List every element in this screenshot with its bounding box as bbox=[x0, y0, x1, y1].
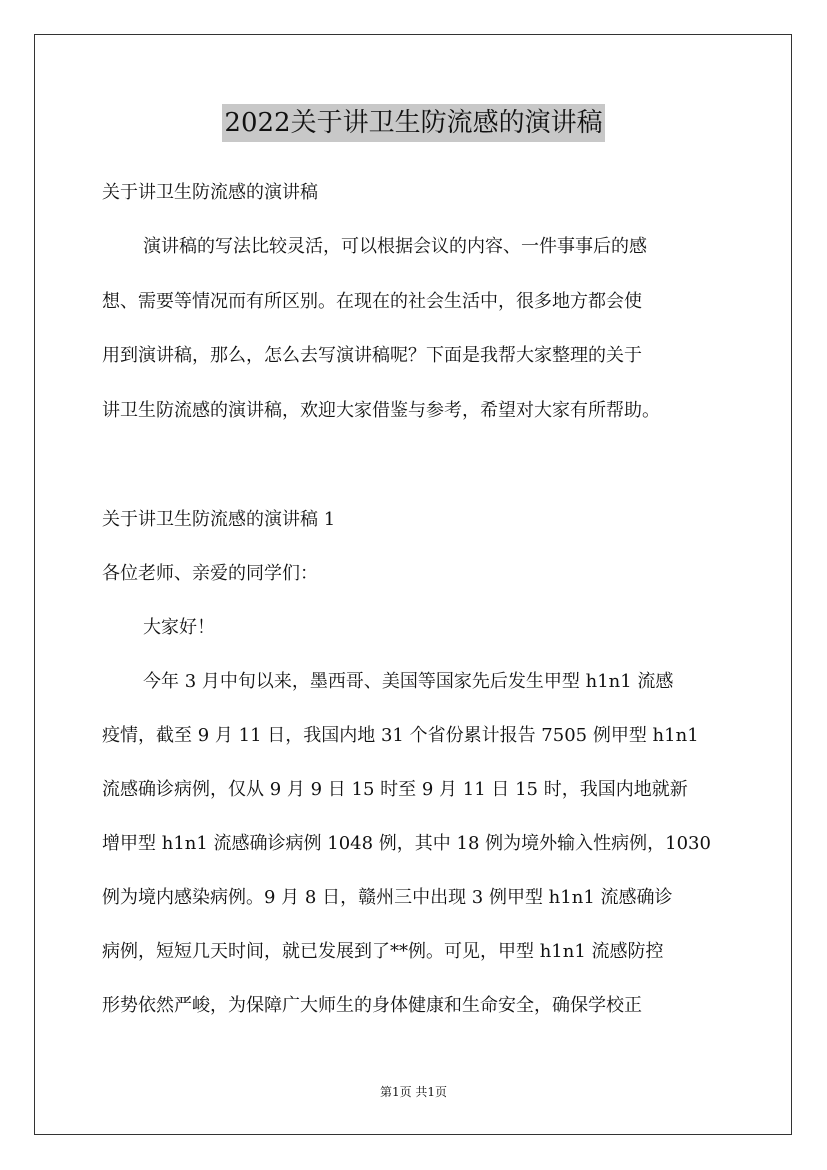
paragraph-line: 讲卫生防流感的演讲稿，欢迎大家借鉴与参考，希望对大家有所帮助。 bbox=[102, 400, 660, 421]
paragraph-line: 流感确诊病例，仅从 9 月 9 日 15 时至 9 月 11 日 15 时，我国内地就新 bbox=[102, 779, 688, 800]
paragraph-line: 例为境内感染病例。9 月 8 日，赣州三中出现 3 例甲型 h1n1 流感确诊 bbox=[102, 887, 673, 908]
page-footer: 第1页 共1页 bbox=[379, 1085, 448, 1099]
speech-heading: 关于讲卫生防流感的演讲稿 1 bbox=[102, 509, 336, 530]
paragraph-line: 增甲型 h1n1 流感确诊病例 1048 例，其中 18 例为境外输入性病例，1030 bbox=[102, 833, 711, 854]
paragraph-line: 演讲稿的写法比较灵活，可以根据会议的内容、一件事事后的感 bbox=[143, 236, 647, 257]
paragraph-line: 病例，短短几天时间，就已发展到了**例。可见，甲型 h1n1 流感防控 bbox=[102, 941, 664, 962]
paragraph-line: 疫情，截至 9 月 11 日，我国内地 31 个省份累计报告 7505 例甲型 h1n1 bbox=[102, 725, 699, 746]
title-container bbox=[0, 104, 827, 142]
salutation: 各位老师、亲爱的同学们： bbox=[102, 563, 318, 584]
paragraph-line: 今年 3 月中旬以来，墨西哥、美国等国家先后发生甲型 h1n1 流感 bbox=[143, 671, 674, 692]
greeting: 大家好！ bbox=[143, 617, 215, 638]
document-title: 2022关于讲卫生防流感的演讲稿 bbox=[222, 104, 604, 142]
paragraph-line: 用到演讲稿，那么，怎么去写演讲稿呢？下面是我帮大家整理的关于 bbox=[102, 345, 642, 366]
paragraph-line: 形势依然严峻，为保障广大师生的身体健康和生命安全，确保学校正 bbox=[102, 995, 642, 1016]
paragraph-line: 想、需要等情况而有所区别。在现在的社会生活中，很多地方都会使 bbox=[102, 291, 642, 312]
section-heading: 关于讲卫生防流感的演讲稿 bbox=[102, 182, 318, 203]
